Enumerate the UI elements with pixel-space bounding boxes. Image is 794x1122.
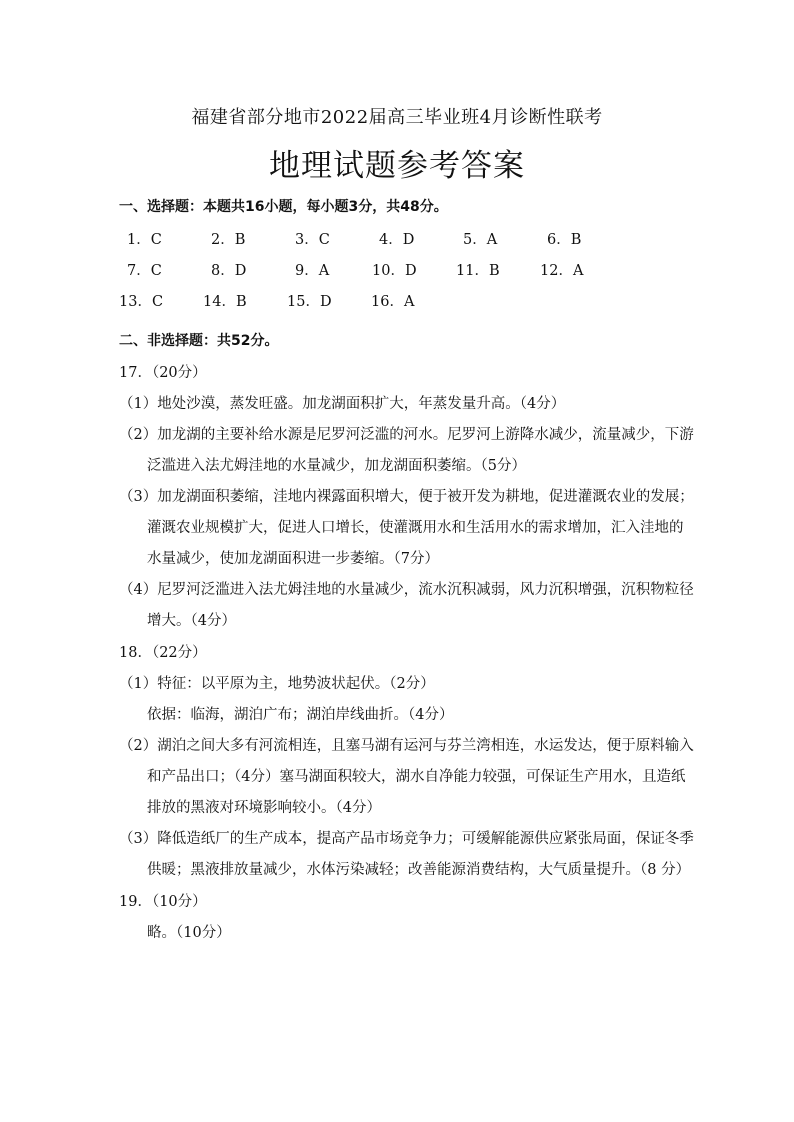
mc-answer: 7．C xyxy=(127,263,162,279)
page-title: 地理试题参考答案 xyxy=(269,148,525,184)
mc-answer: 10．D xyxy=(372,263,417,279)
q18-answer-line: 供暖；黑液排放量减少，水体污染减轻；改善能源消费结构，大气质量提升。（8 分） xyxy=(147,862,691,878)
mc-answer: 14．B xyxy=(203,294,247,310)
q17-answer-line: （1）地处沙漠，蒸发旺盛。加龙湖面积扩大，年蒸发量升高。（4分） xyxy=(119,396,566,412)
mc-row-2 xyxy=(119,259,679,279)
mc-answer: 12．A xyxy=(540,263,584,279)
question-18-header: 18．（22分） xyxy=(119,645,207,661)
mc-answer: 16．A xyxy=(371,294,415,310)
q17-answer-line: （3）加龙湖面积萎缩，洼地内裸露面积增大，便于被开发为耕地，促进灌溉农业的发展； xyxy=(119,489,694,505)
mc-answer: 11．B xyxy=(456,263,500,279)
q18-answer-line: （2）湖泊之间大多有河流相连，且塞马湖有运河与芬兰湾相连，水运发达，便于原料输入 xyxy=(119,738,694,754)
question-19-header: 19．（10分） xyxy=(119,894,207,910)
mc-answer: 3．C xyxy=(295,232,330,248)
mc-row-1 xyxy=(119,228,679,248)
mc-answer: 13．C xyxy=(119,294,164,310)
q17-answer-line: 泛滥进入法尤姆洼地的水量减少，加龙湖面积萎缩。（5分） xyxy=(147,458,526,474)
q19-answer-line: 略。（10分） xyxy=(147,925,231,941)
q17-answer-line: （2）加龙湖的主要补给水源是尼罗河泛滥的河水。尼罗河上游降水减少，流量减少，下游 xyxy=(119,427,694,443)
section1-heading: 一、选择题：本题共16小题，每小题3分，共48分。 xyxy=(119,199,448,215)
q17-answer-line: （4）尼罗河泛滥进入法尤姆洼地的水量减少，流水沉积减弱，风力沉积增强，沉积物粒径 xyxy=(119,582,694,598)
q17-answer-line: 水量减少，使加龙湖面积进一步萎缩。（7分） xyxy=(147,551,439,567)
question-17-header: 17．（20分） xyxy=(119,365,207,381)
q17-answer-line: 灌溉农业规模扩大，促进人口增长，使灌溉用水和生活用水的需求增加，汇入洼地的 xyxy=(147,520,684,536)
q18-answer-line: 和产品出口；（4分）塞马湖面积较大，湖水自净能力较强，可保证生产用水，且造纸 xyxy=(147,769,686,785)
mc-answer: 6．B xyxy=(547,232,582,248)
mc-answer: 2．B xyxy=(211,232,246,248)
mc-answer: 1．C xyxy=(127,232,162,248)
mc-answer: 8．D xyxy=(211,263,247,279)
mc-row-3 xyxy=(119,290,679,310)
q18-answer-line: 依据：临海，湖泊广布；湖泊岸线曲折。（4分） xyxy=(147,707,454,723)
mc-answer: 15．D xyxy=(287,294,332,310)
q18-answer-line: （3）降低造纸厂的生产成本，提高产品市场竞争力；可缓解能源供应紧张局面，保证冬季 xyxy=(119,831,694,847)
q18-answer-line: （1）特征：以平原为主，地势波状起伏。（2分） xyxy=(119,676,435,692)
q17-answer-line: 增大。（4分） xyxy=(147,613,236,629)
mc-answer: 9．A xyxy=(295,263,330,279)
section2-heading: 二、非选择题：共52分。 xyxy=(119,333,279,349)
mc-answer: 4．D xyxy=(379,232,415,248)
q18-answer-line: 排放的黑液对环境影响较小。（4分） xyxy=(147,800,381,816)
mc-answer: 5．A xyxy=(463,232,498,248)
exam-subtitle: 福建省部分地市2022届高三毕业班4月诊断性联考 xyxy=(191,107,603,128)
